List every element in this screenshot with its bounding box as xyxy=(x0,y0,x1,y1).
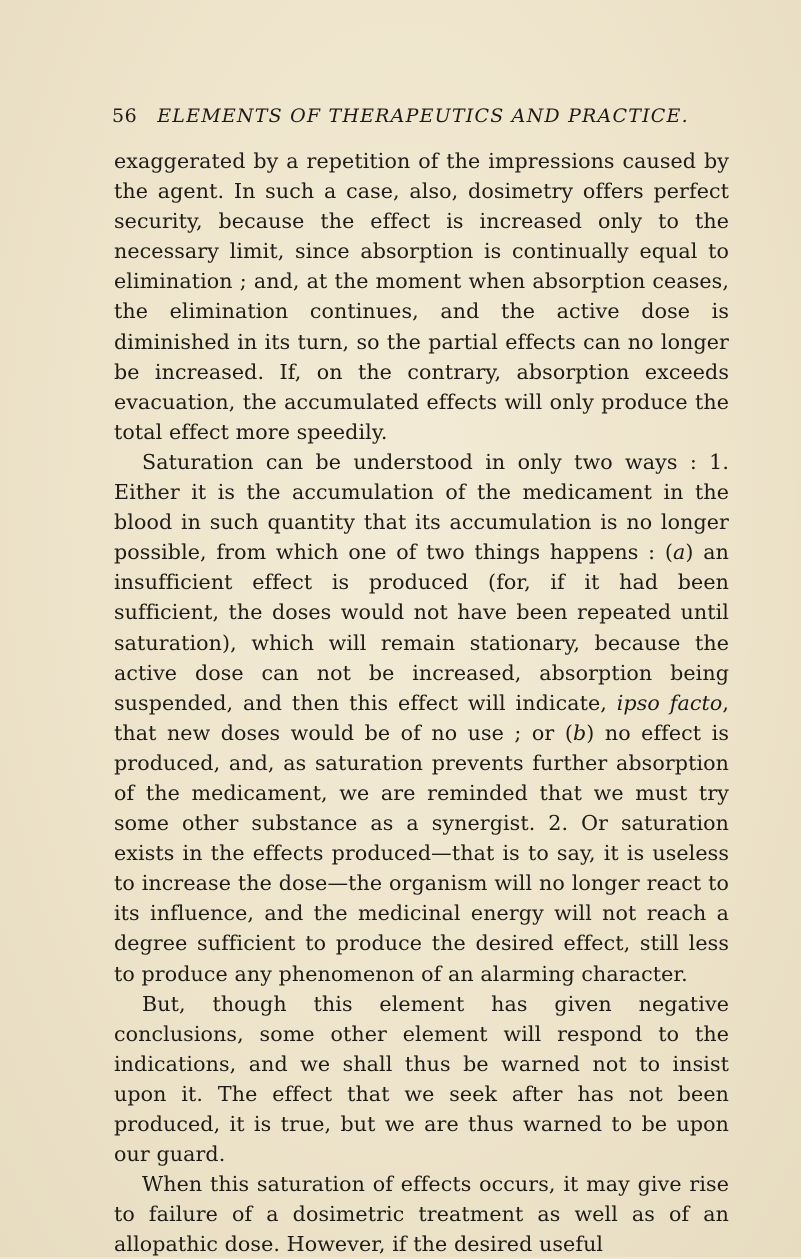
paragraph-segment: Saturation can be understood in only two ways : 1. Either it is the accumulation of the medicament in the blood in such quantity that its accumulation is no longer possible, from which one of two things happens : ( xyxy=(114,449,729,565)
page-header xyxy=(112,104,732,128)
latin-phrase: ipso facto xyxy=(616,690,723,715)
body-text xyxy=(114,146,729,1259)
list-marker-b: b xyxy=(572,720,587,745)
running-head: ELEMENTS OF THERAPEUTICS AND PRACTICE. xyxy=(157,105,689,127)
paragraph-negative-conclusions: But, though this element has given negative conclusions, some other element will respond to the indications, and we shall thus be warned not to insist upon it. The effect that we seek after has not been produced, it is true, but we are thus warned to be upon our guard. xyxy=(114,991,729,1167)
paragraph-failure: When this saturation of effects occurs, it may give rise to failure of a dosimetric treatment as well as of an allopathic dose. However, if the desired useful xyxy=(114,1172,729,1257)
paragraph-segment: ) an insufficient effect is produced (for, if it had been sufficient, the doses would not have been repeated until saturation), which will remain stationary, because the active dose can not be increased, absorption being suspended, and then this effect will indicate, xyxy=(114,540,729,715)
paragraph-segment: ) no effect is produced, and, as saturation prevents further absorption of the medicament, we are reminded that we must try some other substance as a synergist. 2. Or saturation exists in the effects produced—that is to say, it is useless to increase the dose—the organism will no longer react to its influence, and the medicinal energy will not reach a degree sufficient to produce the desired effect, still less to produce any phenomenon of an alarming character. xyxy=(114,720,729,986)
paragraph-saturation xyxy=(114,447,729,989)
list-marker-a: a xyxy=(673,540,686,565)
paragraph-continuation: exaggerated by a repetition of the impressions caused by the agent. In such a case, also, dosimetry offers perfect security, because the effect is increased only to the necessary limit, since absorption is continually equal to elimination ; and, at the moment when absorption ceases, the elimination continues, and the active dose is diminished in its turn, so the partial effects can no longer be increased. If, on the contrary, absorption exceeds evacuation, the accumulated effects will only produce the total effect more speedily. xyxy=(114,149,729,444)
paragraph-segment: , that new doses would be of no use ; or ( xyxy=(114,690,729,745)
page-number: 56 xyxy=(112,105,138,127)
